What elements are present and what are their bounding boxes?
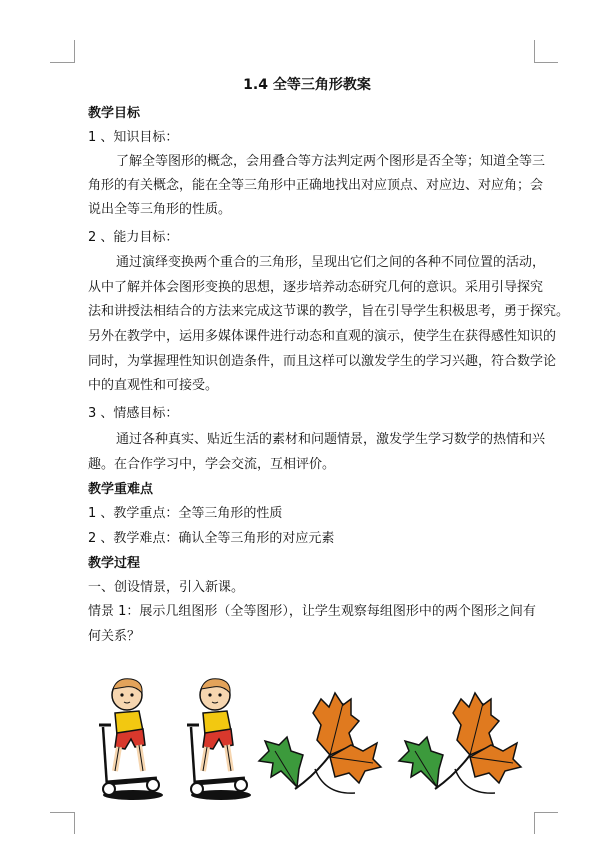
keypoint-2: 2 、教学难点：确认全等三角形的对应元素 [88,531,335,546]
knowledge-line-2: 角形的有关概念，能在全等三角形中正确地找出对应顶点、对应边、对应角；会 [88,178,544,193]
ability-line-1: 通过演绎变换两个重合的三角形，呈现出它们之间的各种不同位置的活动， [116,255,546,270]
crop-mark-bottom-right-v [534,812,535,834]
process-heading: 教学过程 [88,556,141,571]
crop-mark-top-right-h [534,62,558,63]
crop-mark-top-left-v [74,40,75,63]
scenario-line-1: 情景 1：展示几组图形（全等图形），让学生观察每组图形中的两个图形之间有 [88,604,536,619]
congruent-figures-row [95,675,525,805]
keypoints-heading: 教学重难点 [88,482,154,497]
crop-mark-bottom-left-v [74,812,75,834]
ability-line-3: 法和讲授法相结合的方法来完成这节课的教学，旨在引导学生积极思考，勇于探究。 [88,304,570,319]
boy-on-scooter-icon [183,675,263,803]
scenario-line-2: 何关系？ [88,629,141,644]
boy-on-scooter-icon [95,675,175,803]
oak-leaves-icon [395,685,525,800]
ability-line-5: 同时，为掌握理性知识创造条件，而且这样可以激发学生的学习兴趣，符合数学论 [88,354,557,369]
ability-line-4: 另外在教学中，运用多媒体课件进行动态和直观的演示，使学生在获得感性知识的 [88,329,557,344]
knowledge-label: 1 、知识目标： [88,130,179,145]
emotion-label: 3 、情感目标： [88,406,179,421]
emotion-line-2: 趣。在合作学习中，学会交流，互相评价。 [88,457,336,472]
ability-line-6: 中的直观性和可接受。 [88,378,219,393]
ability-line-2: 从中了解并体会图形变换的思想，逐步培养动态研究几何的意识。采用引导探究 [88,280,544,295]
emotion-line-1: 通过各种真实、贴近生活的素材和问题情景，激发学生学习数学的热情和兴 [116,432,546,447]
ability-label: 2 、能力目标： [88,230,179,245]
step-1: 一、创设情景，引入新课。 [88,580,245,595]
oak-leaves-icon [255,685,385,800]
knowledge-line-3: 说出全等三角形的性质。 [88,202,232,217]
document-title: 1.4 全等三角形教案 [243,77,371,93]
keypoint-1: 1 、教学重点：全等三角形的性质 [88,506,283,521]
crop-mark-top-left-h [50,62,74,63]
crop-mark-bottom-left-h [50,812,74,813]
knowledge-line-1: 了解全等图形的概念，会用叠合等方法判定两个图形是否全等；知道全等三 [116,154,546,169]
crop-mark-bottom-right-h [534,812,558,813]
objectives-heading: 教学目标 [88,106,141,121]
crop-mark-top-right-v [534,40,535,63]
